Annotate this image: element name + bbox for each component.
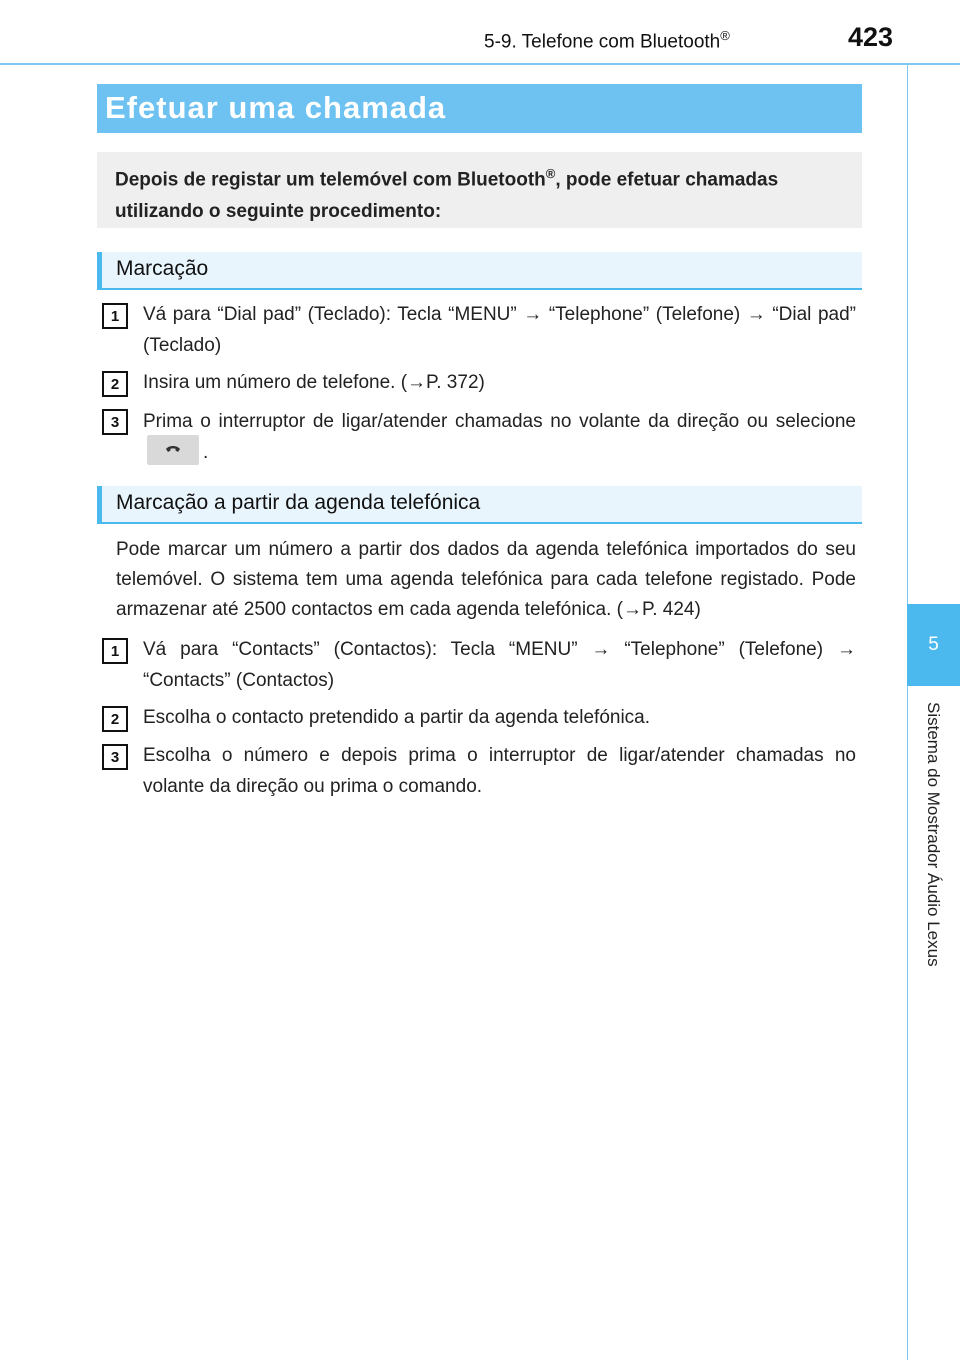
step-number-badge: 2 xyxy=(102,706,128,732)
step-number-badge: 1 xyxy=(102,303,128,329)
section-paragraph: Pode marcar um número a partir dos dados da agenda telefónica importados do seu telemóvel. O sistema tem uma agenda telefónica para cada telefone registado. Pode armazenar até 2500 contactos em cada agenda telefónica. (→P. 424) xyxy=(116,539,856,620)
section-heading-agenda xyxy=(97,486,862,524)
section-header xyxy=(484,28,730,53)
chapter-tab[interactable] xyxy=(907,604,960,686)
section-heading-label: Marcação xyxy=(116,257,209,280)
section-heading-marcacao xyxy=(97,252,862,290)
step-number-badge: 3 xyxy=(102,744,128,770)
step-text: Insira um número de telefone. (→P. 372) xyxy=(143,372,485,393)
page-number: 423 xyxy=(848,22,894,52)
chapter-number: 5 xyxy=(928,634,939,655)
section-heading-label: Marcação a partir da agenda telefónica xyxy=(116,491,481,514)
main-title-banner xyxy=(97,84,862,133)
step-text xyxy=(143,406,856,468)
phone-call-button[interactable] xyxy=(147,435,199,465)
header-divider xyxy=(0,63,960,65)
side-divider-bottom xyxy=(907,686,908,1360)
registered-mark: ® xyxy=(720,28,730,43)
step-text: Vá para “Dial pad” (Teclado): Tecla “MENU” → “Telephone” (Telefone) → “Dial pad” (Teclado) xyxy=(143,304,856,356)
chapter-title: Sistema do Mostrador Áudio Lexus xyxy=(924,702,943,967)
step-text: Vá para “Contacts” (Contactos): Tecla “MENU” → “Telephone” (Telefone) → “Contacts” (Contactos) xyxy=(143,639,856,691)
step-text: Escolha o número e depois prima o interruptor de ligar/atender chamadas no volante da direção ou prima o comando. xyxy=(143,745,856,797)
step-text-part1: Prima o interruptor de ligar/atender chamadas no volante da direção ou selecione xyxy=(143,411,856,432)
step-number-badge: 2 xyxy=(102,371,128,397)
intro-box xyxy=(97,152,862,228)
side-divider-top xyxy=(907,65,908,604)
intro-registered-mark: ® xyxy=(545,166,556,181)
step-text: Escolha o contacto pretendido a partir da agenda telefónica. xyxy=(143,707,651,728)
main-title: Efetuar uma chamada xyxy=(105,90,447,125)
step-text-part2: . xyxy=(203,442,209,463)
step-number-badge: 1 xyxy=(102,638,128,664)
intro-text xyxy=(115,158,855,228)
phone-handset-icon xyxy=(165,444,181,456)
intro-text-part2: , pode efetuar chamadas utilizando o seguinte procedimento: xyxy=(115,169,779,223)
intro-text-part1: Depois de registar um telemóvel com Bluetooth xyxy=(115,169,546,191)
section-title: 5-9. Telefone com Bluetooth xyxy=(484,31,721,53)
step-number-badge: 3 xyxy=(102,409,128,435)
